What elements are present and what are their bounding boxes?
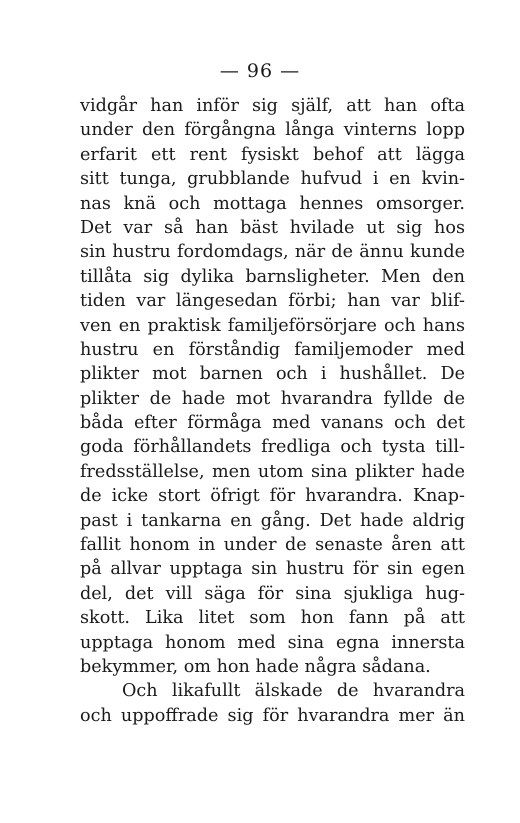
text-line: Och likafullt älskade de hvarandra: [122, 681, 465, 702]
text-line: tillåta sig dylika barnsligheter. Men den: [80, 266, 465, 287]
text-line: vidgår han inför sig själf, att han ofta: [80, 96, 465, 116]
text-line: fallit honom in under de senaste åren att: [80, 535, 465, 556]
text-line: erfarit ett rent fysiskt behof att lägga: [80, 144, 465, 165]
text-line: på allvar upptaga sin hustru för sin egen: [80, 559, 465, 580]
text-line: nas knä och mottaga hennes omsorger.: [80, 193, 465, 214]
text-line: bekymmer, om hon hade några sådana.: [80, 656, 431, 677]
page-number: — 96 —: [219, 60, 301, 82]
text-line: och uppoffrade sig för hvarandra mer än: [80, 705, 465, 726]
text-line: under den förgångna långa vinterns lopp: [80, 120, 465, 141]
text-line: goda förhållandets fredliga och tysta till-: [80, 437, 465, 458]
text-line: sitt tunga, grubblande hufvud i en kvin-: [80, 169, 465, 190]
text-line: past i tankarna en gång. Det hade aldrig: [80, 510, 465, 531]
text-line: ven en praktisk familjeförsörjare och hans: [80, 315, 465, 336]
text-line: fredsställelse, men utom sina plikter hade: [80, 461, 465, 482]
text-line: hustru en förståndig familjemoder med: [80, 339, 465, 360]
text-line: del, det vill säga för sina sjukliga hug-: [80, 583, 465, 604]
text-line: skott. Lika litet som hon fann på att: [80, 608, 465, 629]
text-line: båda efter förmåga med vanans och det: [80, 413, 465, 434]
text-line: plikter mot barnen och i hushållet. De: [80, 364, 465, 385]
body-text: [80, 94, 465, 728]
text-line: sin hustru fordomdags, när de ännu kunde: [80, 242, 465, 263]
text-line: plikter de hade mot hvarandra fyllde de: [80, 388, 465, 409]
text-line: Det var så han bäst hvilade ut sig hos: [80, 217, 465, 238]
text-line: upptaga honom med sina egna innersta: [80, 632, 465, 653]
text-line: tiden var längesedan förbi; han var blif-: [80, 291, 465, 312]
text-line: de icke stort öfrigt för hvarandra. Knap-: [80, 486, 465, 507]
